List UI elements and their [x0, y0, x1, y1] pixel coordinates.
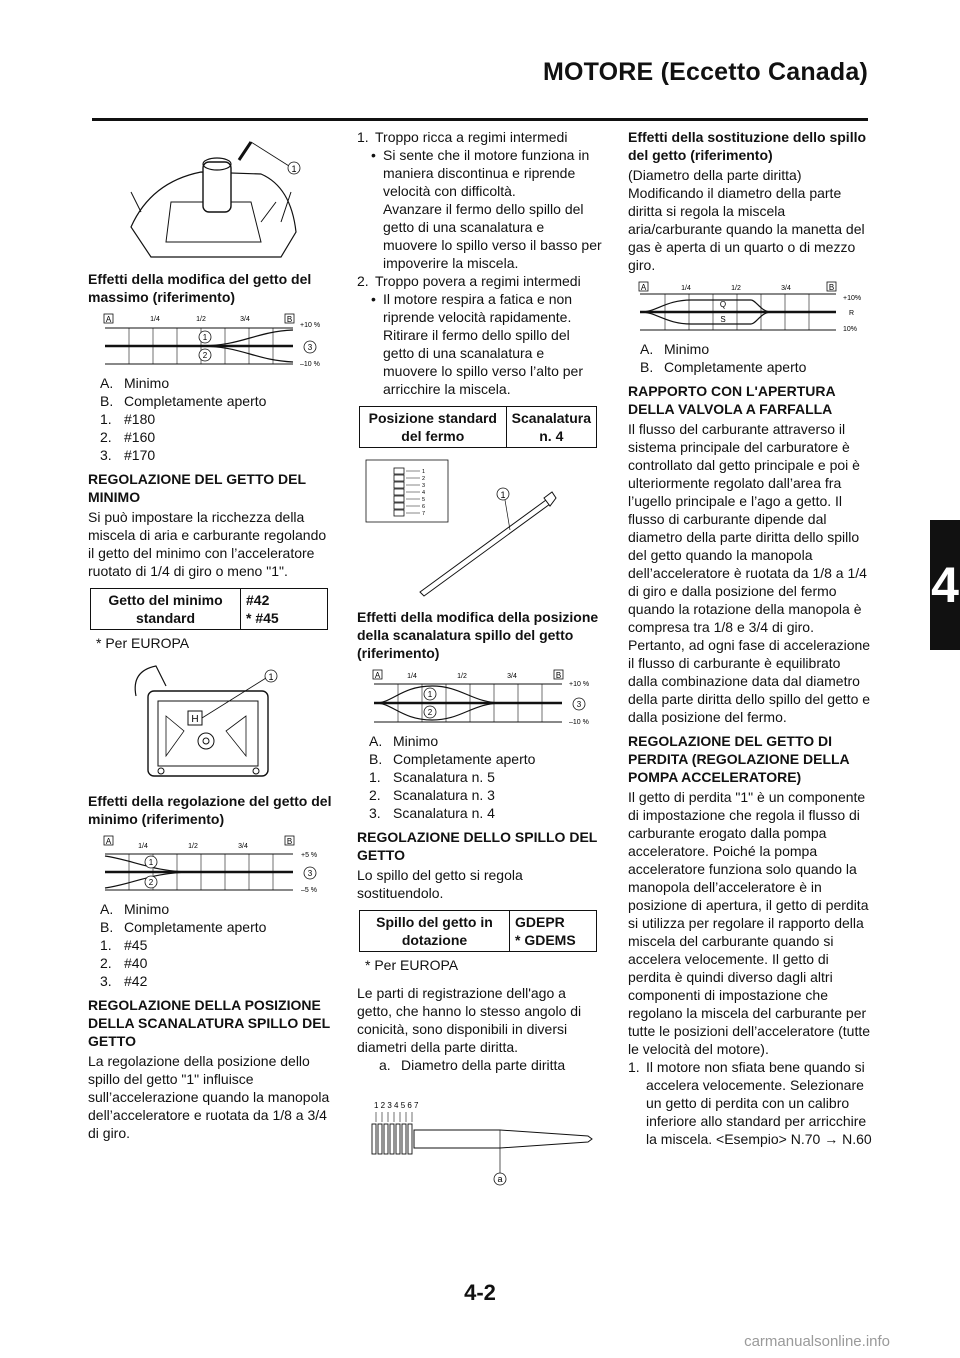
curve-label: Q — [719, 300, 726, 309]
legend-item: B. Completamente aperto — [369, 751, 536, 767]
list-item: 2. Troppo povera a regimi intermedi — [357, 273, 581, 289]
footnote: * Per EUROPA — [365, 957, 459, 973]
column-3 — [628, 128, 873, 1148]
spec-table — [359, 406, 597, 448]
paragraph: Avanzare il fermo dello spillo del getto di una scanalatura e muovere lo spillo verso il basso per impoverire la miscela. — [383, 201, 602, 271]
chart-label-b: B — [286, 315, 293, 324]
callout-label: 1 — [267, 672, 274, 682]
chart-label-a: A — [105, 837, 112, 846]
curve-label: S — [719, 315, 726, 324]
spec-value: Scanalatura n. 4 — [506, 407, 596, 448]
legend-item: 2. #160 — [100, 429, 156, 445]
tick-label: 3/4 — [240, 316, 250, 323]
section-title: REGOLAZIONE DEL GETTO DI PERDITA (REGOLAZIONE DELLA POMPA ACCELERATORE) — [628, 733, 850, 785]
tick-label: 1/4 — [138, 843, 148, 850]
tick-label: 3/4 — [507, 673, 517, 680]
groove-label: 6 — [421, 504, 425, 510]
section-title: REGOLAZIONE DEL GETTO DEL MINIMO — [88, 471, 306, 505]
spec-label: Spillo del getto in dotazione — [360, 911, 510, 952]
paragraph: Il flusso del carburante attraverso il sistema principale del carburatore è controllato dal getto principale e poi è ulteriormente regolato dall’area fra l’ugello principale e l’ago a getto. Il flusso di carburante dipende dal diametro della parte diritta dello spillo del getto quando la manopola dell’acceleratore è ruotata da 1/8 a 1/4 di giro e dalla posizione del fermo quando la rotazione della manopola è compresa tra 1/8 e 3/4 di giro. Pertanto, ad ogni fase di accelerazione il flusso di carburante è equilibrato dalla combinazione data dal diametro della parte diritta dello spillo del getto e dalla posizione del fermo. — [628, 421, 871, 725]
section-title: Effetti della regolazione del getto del minimo (riferimento) — [88, 793, 332, 827]
legend-item: 1. Scanalatura n. 5 — [369, 769, 495, 785]
chart-label-a: A — [640, 283, 646, 292]
scale-label: +5 % — [301, 852, 318, 859]
legend — [357, 732, 602, 822]
list-item: 1. Troppo ricca a regimi intermedi — [357, 129, 568, 145]
chapter-tab: 4 — [930, 520, 960, 650]
legend-item: 1. #45 — [100, 937, 148, 953]
tick-label: 1/2 — [196, 316, 206, 323]
paragraph: Ritirare il fermo dello spillo del getto di una scanalatura e muovere lo spillo verso l’alto per arricchire la miscela. — [383, 327, 583, 397]
paragraph: Si può impostare la ricchezza della miscela di aria e carburante regolando il getto del minimo con l’acceleratore ruotato di 1/4 di giro o meno "1". — [88, 509, 327, 579]
section-title: Effetti della sostituzione dello spillo del getto (riferimento) — [628, 129, 867, 163]
legend-item: 3. #42 — [100, 973, 148, 989]
legend-item: 2. #40 — [100, 955, 148, 971]
header-rule — [92, 118, 868, 121]
legend — [88, 374, 333, 464]
legend-item: B. Completamente aperto — [640, 359, 807, 375]
legend — [88, 900, 333, 990]
scale-label: R — [848, 310, 854, 317]
bullet-item: • Il motore respira a fatica e non riprende velocità rapidamente. — [371, 291, 573, 325]
callout-label: 2 — [202, 351, 208, 360]
section-title: REGOLAZIONE DELLA POSIZIONE DELLA SCANALATURA SPILLO DEL GETTO — [88, 997, 330, 1049]
section-title: Effetti della modifica del getto del massimo (riferimento) — [88, 271, 312, 305]
footnote: * Per EUROPA — [96, 635, 190, 651]
scale-label: +10% — [842, 295, 861, 302]
legend-item: 3. Scanalatura n. 4 — [369, 805, 495, 821]
section-title: RAPPORTO CON L'APERTURA DELLA VALVOLA A FARFALLA — [628, 383, 836, 417]
paragraph: Le parti di registrazione dell'ago a getto, che hanno lo stesso angolo di conicità, sono disponibili in diversi diametri della parte diritta. — [357, 985, 582, 1055]
groove-label: 1 — [421, 469, 425, 475]
callout-label: 1 — [148, 858, 154, 867]
paragraph: Il getto di perdita "1" è un componente di impostazione che regola il flusso di carburante erogato dalla pompa acceleratore. Poiché la pompa acceleratore funziona solo quando la manopola dell’acceleratore è in posizione di apertura, il getto di perdita si utilizza per regolare il rapporto della miscela del carburante quando si accelera velocemente. Il getto di perdita è quindi diverso dagli altri componenti di impostazione che regolano la miscela del carburante per tutte le posizioni dell’acceleratore (tutte le velocità del motore). — [628, 789, 871, 1057]
spec-value: GDEPR * GDEMS — [510, 911, 597, 952]
legend-item: A. Minimo — [100, 901, 170, 917]
tick-label: 1/2 — [730, 285, 741, 292]
chart-label-b: B — [828, 283, 834, 292]
spec-label: Getto del minimo standard — [91, 589, 241, 630]
callout-label: 3 — [307, 343, 313, 352]
callout-label: a — [496, 1174, 503, 1184]
groove-label: 4 — [421, 490, 425, 496]
scale-label: –10 % — [569, 719, 589, 726]
pilot-jet-figure — [126, 656, 296, 786]
paragraph: Lo spillo del getto si regola sostituendolo. — [357, 867, 523, 901]
groove-labels: 1 2 3 4 5 6 7 — [373, 1101, 418, 1110]
needle-clip-chart — [362, 666, 597, 728]
groove-label: 3 — [421, 483, 425, 489]
tick-label: 1/2 — [457, 673, 467, 680]
page-title: MOTORE (Eccetto Canada) — [542, 58, 868, 86]
tick-label: 3/4 — [780, 285, 791, 292]
pilot-jet-chart — [93, 832, 328, 896]
tick-label: 1/4 — [680, 285, 691, 292]
jet-mark: H — [190, 714, 199, 725]
legend-item: 1. #180 — [100, 411, 156, 427]
callout-label: 1 — [290, 164, 297, 174]
main-jet-figure — [111, 132, 311, 264]
tick-label: 1/4 — [407, 673, 417, 680]
legend-item: B. Completamente aperto — [100, 393, 267, 409]
spec-table — [359, 910, 597, 952]
legend-item: B. Completamente aperto — [100, 919, 267, 935]
legend-item: A. Minimo — [640, 341, 710, 357]
scale-label: –5 % — [301, 887, 317, 894]
spec-label: Posizione standard del fermo — [360, 407, 507, 448]
page-number: 4-2 — [464, 1280, 496, 1305]
paragraph: (Diametro della parte diritta) Modificando il diametro della parte diritta si regola la miscela aria/carburante quando la manetta del gas è aperta di un quarto o di mezzo giro. — [628, 167, 865, 273]
chart-label-a: A — [374, 671, 381, 680]
spec-table — [90, 588, 328, 630]
column-2 — [357, 128, 602, 1196]
legend-item: 2. Scanalatura n. 3 — [369, 787, 495, 803]
chart-label-b: B — [286, 837, 293, 846]
tick-label: 3/4 — [238, 843, 248, 850]
spec-value: #42 * #45 — [241, 589, 328, 630]
callout-label: 3 — [576, 700, 582, 709]
groove-label: 5 — [421, 497, 425, 503]
jet-needle-figure — [360, 452, 600, 602]
callout-label: 2 — [427, 708, 433, 717]
list-item: 1. Il motore non sfiata bene quando si accelera velocemente. Selezionare un getto di perdita con un calibro inferiore allo standard per arricchire la miscela. <Esempio> N.70 → N.60 — [628, 1059, 872, 1147]
callout-label: 2 — [148, 878, 154, 887]
callout-label: 1 — [202, 333, 208, 342]
scale-label: +10 % — [569, 681, 590, 688]
watermark: carmanualsonline.info — [744, 1333, 890, 1350]
legend-item: A. Minimo — [369, 733, 439, 749]
section-title: Effetti della modifica della posizione della scanalatura spillo del getto (riferimento) — [357, 609, 599, 661]
chart-label-a: A — [105, 315, 112, 324]
section-title: REGOLAZIONE DELLO SPILLO DEL GETTO — [357, 829, 598, 863]
callout-label: 3 — [307, 869, 313, 878]
scale-label: +10 % — [300, 322, 321, 329]
legend-item: A. Minimo — [100, 375, 170, 391]
groove-label: 2 — [421, 476, 425, 482]
callout-label: 1 — [499, 490, 506, 500]
paragraph: La regolazione della posizione dello spillo del getto "1" influisce sull’accelerazione quando la manopola dell’acceleratore e ruotata da 1/8 a 3/4 di giro. — [88, 1053, 330, 1141]
legend — [628, 340, 873, 376]
bullet-item: • Si sente che il motore funziona in maniera discontinua e riprende velocità con difficoltà. — [371, 147, 590, 199]
callout-label: 1 — [427, 690, 433, 699]
sub-item: a. Diametro della parte diritta — [379, 1057, 566, 1073]
main-jet-chart — [93, 310, 328, 370]
tick-label: 1/4 — [150, 316, 160, 323]
column-1 — [88, 128, 333, 1142]
legend-item: 3. #170 — [100, 447, 156, 463]
scale-label: 10% — [842, 326, 857, 333]
groove-label: 7 — [421, 511, 425, 517]
chart-label-b: B — [555, 671, 562, 680]
needle-diameter-figure — [360, 1092, 600, 1192]
needle-diameter-chart — [631, 278, 871, 336]
scale-label: –10 % — [300, 361, 320, 368]
tick-label: 1/2 — [188, 843, 198, 850]
